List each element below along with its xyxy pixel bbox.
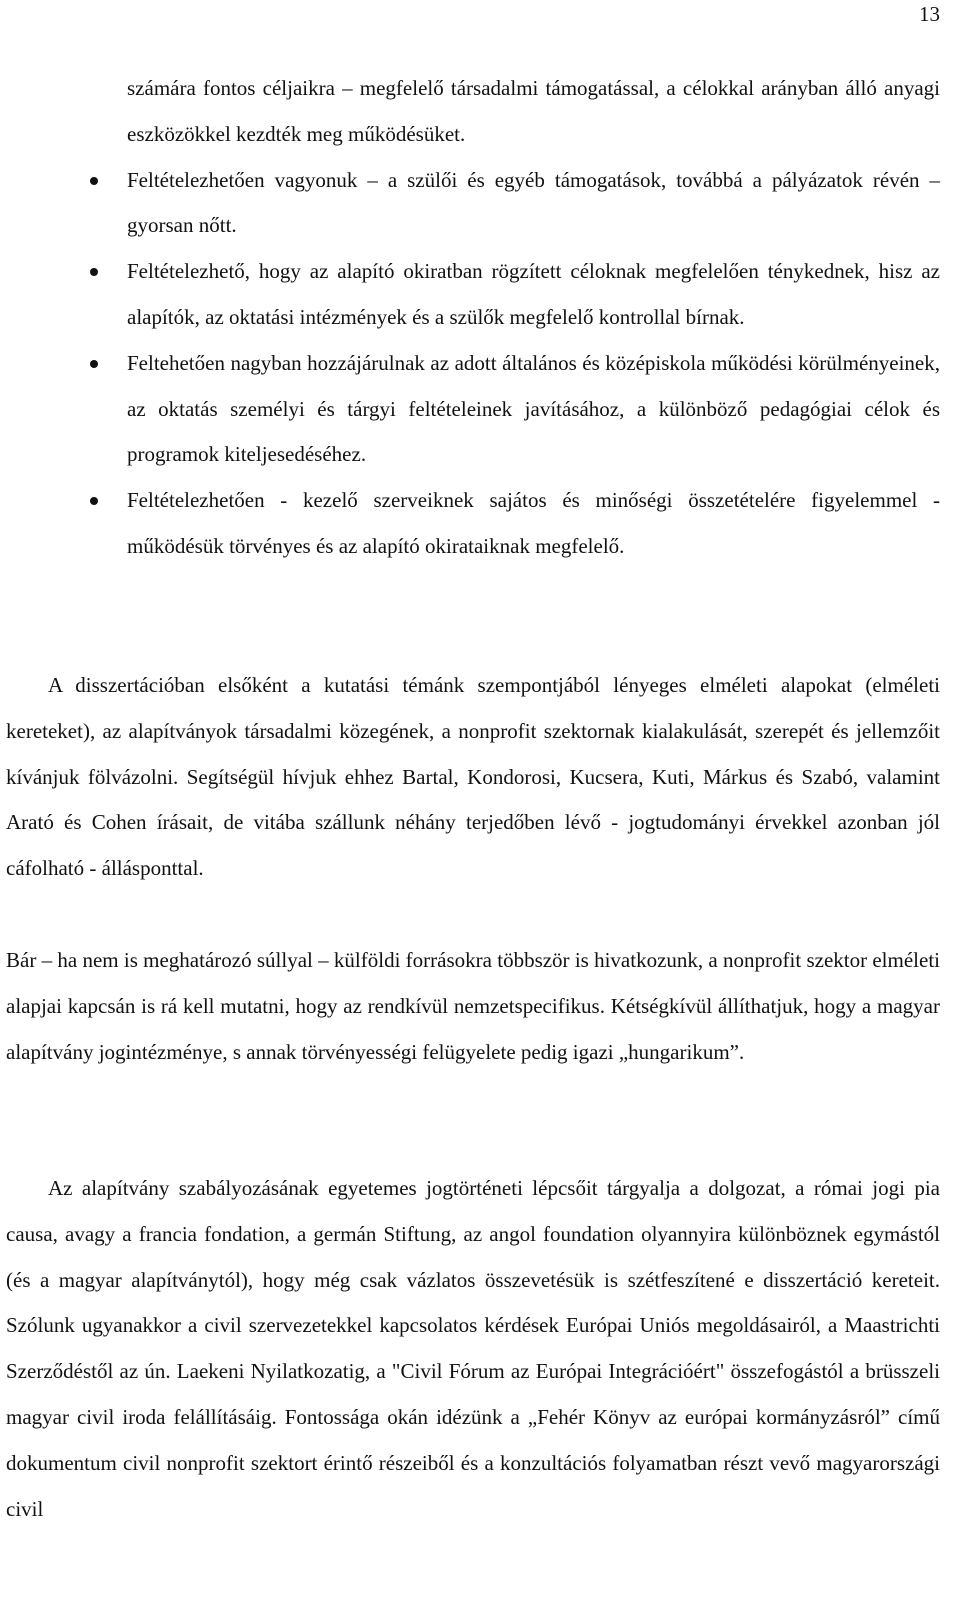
list-item xyxy=(6,158,940,250)
list-item xyxy=(6,249,940,341)
paragraph-sources: Bár – ha nem is meghatározó súllyal – külföldi forrásokra többször is hivatkozunk, a nonprofit szektor elméleti alapjai kapcsán is rá kell mutatni, hogy az rendkívül nemzetspecifikus. Kétségkívül állíthatjuk, hogy a magyar alapítvány jogintézménye, s annak törvényességi felügyelete pedig igazi „hungarikum”. xyxy=(6,948,940,1064)
bullet-icon xyxy=(90,268,98,276)
paragraph-legal-history: Az alapítvány szabályozásának egyetemes jogtörténeti lépcsőit tárgyalja a dolgozat, a római jogi pia causa, avagy a francia fondation, a germán Stiftung, az angol foundation olyannyira különböznek egymástól (és a magyar alapítványtól), hogy még csak vázlatos összevetésük is szétfeszítené e disszertáció kereteit. Szólunk ugyanakkor a civil szervezetekkel kapcsolatos kérdések Európai Uniós megoldásairól, a Maastrichti Szerződéstől az ún. Laekeni Nyilatkozatig, a "Civil Fórum az Európai Integrációért" összefogástól a brüsszeli magyar civil iroda felállításáig. Fontossága okán idézünk a „Fehér Könyv az európai kormányzásról” című dokumentum civil nonprofit szektort érintő részeiből és a konzultációs folyamatban részt vevő magyarországi civil xyxy=(6,1176,940,1521)
page-number: 13 xyxy=(919,2,940,26)
bullet-icon xyxy=(90,177,98,185)
list-continuation: számára fontos céljaikra – megfelelő társadalmi támogatással, a célokkal arányban álló anyagi eszközökkel kezdték meg működésüket. xyxy=(127,76,940,146)
list-item xyxy=(6,478,940,570)
list-item-text: Feltételezhetően - kezelő szerveiknek sajátos és minőségi összetételére figyelemmel - működésük törvényes és az alapító okirataiknak megfelelő. xyxy=(127,488,940,558)
bullet-icon xyxy=(90,360,98,368)
list-item-text: Feltételezhetően vagyonuk – a szülői és egyéb támogatások, továbbá a pályázatok révén – gyorsan nőtt. xyxy=(127,167,940,238)
list-item-text: Feltételezhető, hogy az alapító okiratban rögzített céloknak megfelelően ténykednek, hisz az alapítók, az oktatási intézmények és a szülők megfelelő kontrollal bírnak. xyxy=(127,259,940,329)
list-item-text: Feltehetően nagyban hozzájárulnak az adott általános és középiskola működési körülményeinek, az oktatás személyi és tárgyi feltételeinek javításához, a különböző pedagógiai célok és programok kiteljesedéséhez. xyxy=(127,350,940,467)
bullet-icon xyxy=(90,497,98,505)
paragraph-theoretical-framework: A disszertációban elsőként a kutatási témánk szempontjából lényeges elméleti alapokat (elméleti kereteket), az alapítványok társadalmi közegének, a nonprofit szektornak kialakulását, szerepét és jellemzőit kívánjuk fölvázolni. Segítségül hívjuk ehhez Bartal, Kondorosi, Kucsera, Kuti, Márkus és Szabó, valamint Arató és Cohen írásait, de vitába szállunk néhány terjedőben lévő - jogtudományi érvekkel azonban jól cáfolható - állásponttal. xyxy=(6,673,940,881)
list-item xyxy=(6,341,940,478)
hypothesis-list xyxy=(6,66,940,570)
